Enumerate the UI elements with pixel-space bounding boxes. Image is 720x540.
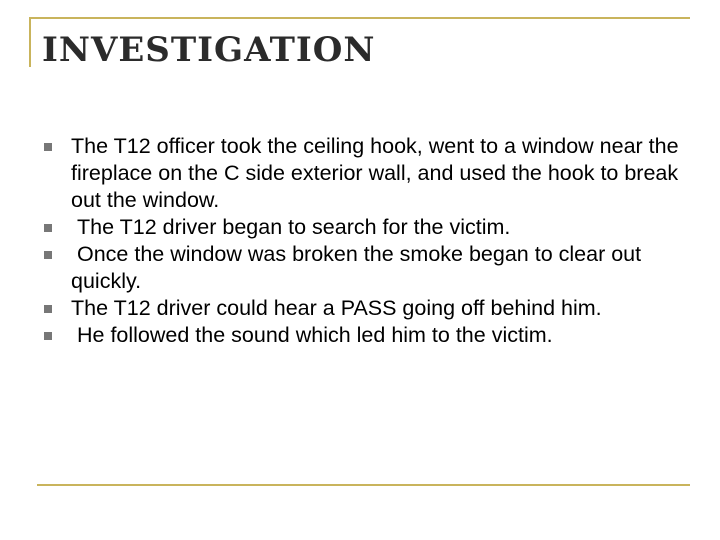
frame-top-rule	[29, 17, 690, 19]
slide-title: INVESTIGATION	[42, 30, 376, 70]
square-bullet-icon	[44, 305, 52, 313]
square-bullet-icon	[44, 251, 52, 259]
square-bullet-icon	[44, 332, 52, 340]
bullet-text: Once the window was broken the smoke began to clear out quickly.	[71, 242, 648, 293]
bullet-item	[44, 295, 684, 322]
bullet-text: The T12 driver began to search for the victim.	[71, 215, 511, 239]
square-bullet-icon	[44, 143, 52, 151]
bullet-item	[44, 241, 684, 295]
frame-left-rule	[29, 17, 31, 67]
bullet-item	[44, 214, 684, 241]
bullet-text: He followed the sound which led him to the victim.	[71, 323, 553, 347]
frame-bottom-rule	[37, 484, 690, 486]
bullet-text: The T12 officer took the ceiling hook, went to a window near the fireplace on the C side exterior wall, and used the hook to break out the window.	[71, 134, 685, 212]
square-bullet-icon	[44, 224, 52, 232]
bullet-text: The T12 driver could hear a PASS going off behind him.	[71, 296, 602, 320]
bullet-list	[44, 133, 684, 349]
bullet-item	[44, 322, 684, 349]
bullet-item	[44, 133, 684, 214]
